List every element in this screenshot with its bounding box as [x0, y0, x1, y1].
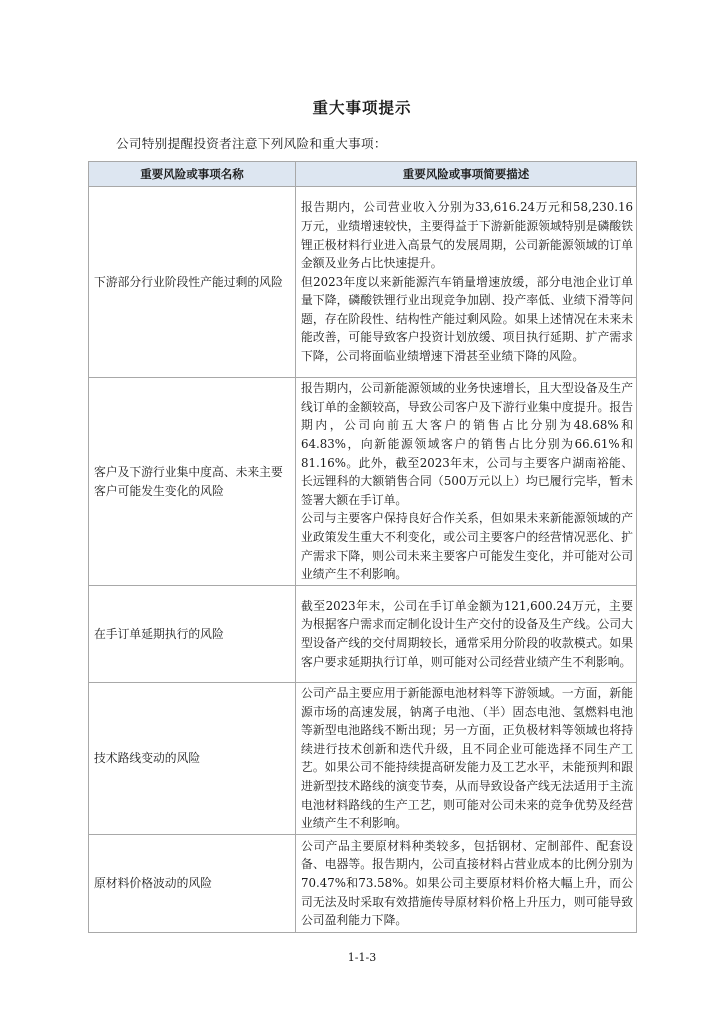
table-row [89, 586, 637, 683]
risk-description [296, 187, 637, 378]
risk-description [296, 586, 637, 683]
risk-description-paragraph: 报告期内，公司营业收入分别为33,616.24万元和58,230.16万元，业绩增速较快，主要得益于下游新能源领域特别是磷酸铁锂正极材料行业进入高景气的发展周期，公司新能源领域的订单金额及业务占比快速提升。 [301, 200, 633, 271]
risk-description-paragraph: 公司产品主要应用于新能源电池材料等下游领域。一方面，新能源市场的高速发展，钠离子电池、（半）固态电池、氢燃料电池等新型电池路线不断出现；另一方面，正负极材料等领域也将持续进行技术创新和迭代升级，且不同企业可能选择不同生产工艺。如果公司不能持续提高研发能力及工艺水平，未能预判和跟进新型技术路线的演变节奏，从而导致设备产线无法适用于主流电池材料路线的生产工艺，则可能对公司未来的竞争优势及经营业绩产生不利影响。 [301, 686, 633, 831]
risk-description-paragraph: 公司产品主要原材料种类较多，包括钢材、定制部件、配套设备、电器等。报告期内，公司直接材料占营业成本的比例分别为70.47%和73.58%。如果公司主要原材料价格大幅上升，而公司无法及时采取有效措施传导原材料价格上升压力，则可能导致公司盈利能力下降。 [301, 838, 633, 928]
risk-name: 在手订单延期执行的风险 [89, 586, 296, 683]
risk-description [296, 834, 637, 932]
table-header-row [89, 162, 637, 187]
table-row [89, 187, 637, 378]
risk-description [296, 683, 637, 835]
table-row [89, 683, 637, 835]
table-row [89, 834, 637, 932]
header-risk-name: 重要风险或事项名称 [89, 162, 296, 187]
risk-description-paragraph: 报告期内，公司新能源领域的业务快速增长，且大型设备及生产线订单的金额较高，导致公司客户及下游行业集中度提升。报告期内，公司向前五大客户的销售占比分别为48.68%和 64.83%，向新能源领域客户的销售占比分别为66.61%和81.16%。此外，截至2023年末，公司与主要客户湖南裕能、长远锂科的大额销售合同（500万元以上）均已履行完毕，暂未签署大额在手订单。 [301, 381, 633, 507]
risk-name: 客户及下游行业集中度高、未来主要客户可能发生变化的风险 [89, 378, 296, 586]
header-risk-description: 重要风险或事项简要描述 [296, 162, 637, 187]
risk-description-paragraph: 但2023年度以来新能源汽车销量增速放缓，部分电池企业订单量下降，磷酸铁锂行业出现竞争加剧、投产率低、业绩下滑等问题，存在阶段性、结构性产能过剩风险。如果上述情况在未来未能改善，可能导致客户投资计划放缓、项目执行延期、扩产需求下降，公司将面临业绩增速下滑甚至业绩下降的风险。 [301, 274, 633, 364]
table-row [89, 378, 637, 586]
risk-name: 下游部分行业阶段性产能过剩的风险 [89, 187, 296, 378]
risk-description-paragraph: 截至2023年末，公司在手订单金额为121,600.24万元，主要为根据客户需求而定制化设计生产交付的设备及生产线。公司大型设备产线的交付周期较长，通常采用分阶段的收款模式。如果客户要求延期执行订单，则可能对公司经营业绩产生不利影响。 [301, 598, 633, 669]
risk-description [296, 378, 637, 586]
risk-table [88, 161, 637, 933]
risk-description-paragraph: 公司与主要客户保持良好合作关系，但如果未来新能源领域的产业政策发生重大不利变化，或公司主要客户的经营情况恶化、扩产需求下降，则公司未来主要客户可能发生变化，并可能对公司业绩产生不利影响。 [301, 511, 633, 582]
page-number: 1-1-3 [347, 951, 377, 964]
intro-text: 公司特别提醒投资者注意下列风险和重大事项： [116, 136, 387, 151]
page-title: 重大事项提示 [312, 99, 412, 117]
risk-name: 原材料价格波动的风险 [89, 834, 296, 932]
risk-name: 技术路线变动的风险 [89, 683, 296, 835]
